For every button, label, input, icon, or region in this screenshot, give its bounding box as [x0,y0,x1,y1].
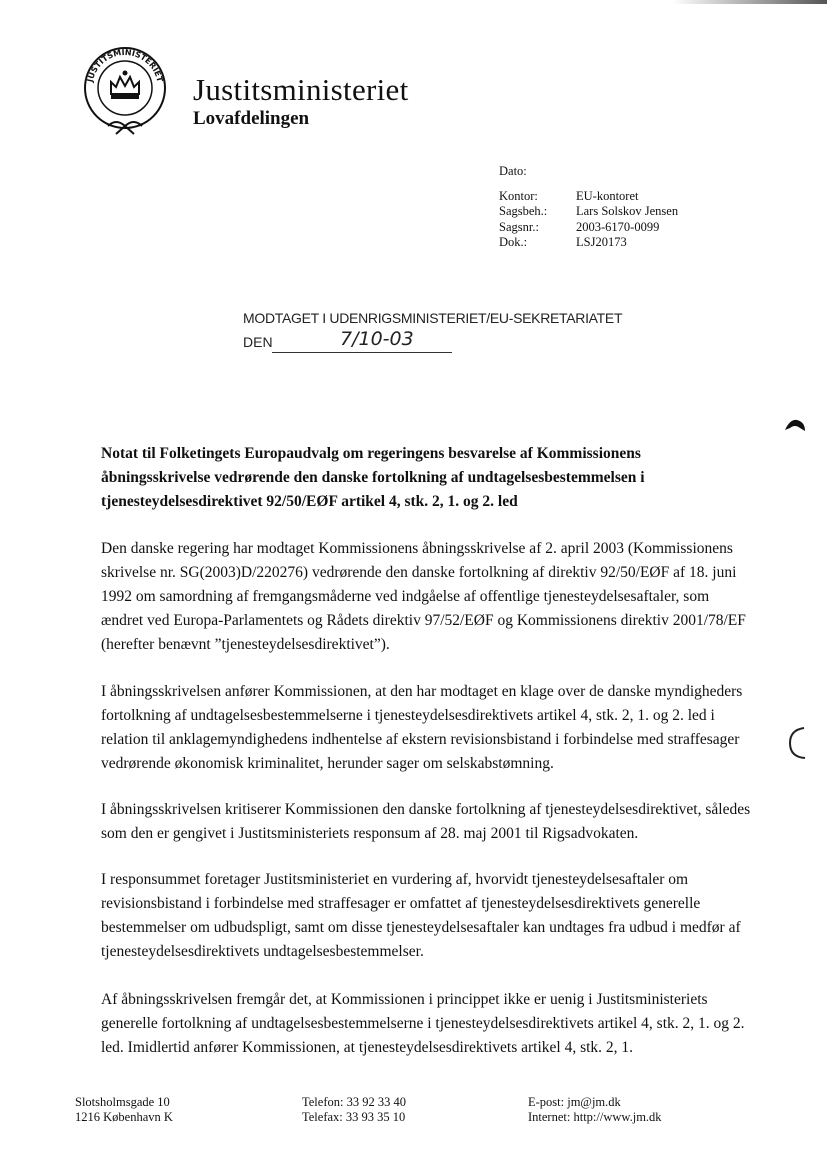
scan-artifact-blob [784,418,806,432]
meta-value: 2003-6170-0099 [576,219,660,234]
ministry-name: Justitsministeriet [193,72,409,107]
scan-artifact [672,0,827,4]
footer-address [75,1095,173,1125]
meta-row-sagsbeh [499,204,678,220]
footer-city: 1216 København K [75,1110,173,1124]
footer-phones [302,1095,406,1125]
meta-label: Sagsnr.: [499,219,539,234]
memo-heading: Notat til Folketingets Europaudvalg om regeringens besvarelse af Kommissionens åbningsskrivelse vedrørende den danske fortolkning af undtagelsesbestemmelsen i tjenesteydelsesdirektivet 92/50/EØF artikel 4, stk. 2, 1. og 2. led [101,445,645,510]
meta-value: LSJ20173 [576,235,627,249]
meta-value: EU-kontoret [576,188,639,203]
body-paragraph: I åbningsskrivelsen kritiserer Kommissionen den danske fortolkning af tjenesteydelsesdirektivet, således som den er gengivet i Justitsministeriets responsum af 28. maj 2001 til Rigsadvokaten. [101,801,751,842]
body-paragraph: Den danske regering har modtaget Kommissionens åbningsskrivelse af 2. april 2003 (Kommissionens skrivelse nr. SG(2003)D/220276) vedrørende den danske fortolkning af direktiv 92/50/EØF af 18. juni 1992 om samordning af fremgangsmåderne ved indgåelse af offentlige tjenesteydelsesaftaler, som ændret ved Europa-Parlamentets og Rådets direktiv 97/52/EØF og Kommissionens direktiv 2001/78/EF (herefter benævnt ”tjenesteydelsesdirektivet”). [101,540,746,653]
body-paragraph: I åbningsskrivelsen anfører Kommissionen, at den har modtaget en klage over de danske myndigheders fortolkning af undtagelsesbestemmelserne i tjenesteydelsesdirektivets artikel 4, stk. 2, 1. og 2. led i relation til anklagemyndighedens indhentelse af ekstern revisionsbistand i forbindelse med straffesager vedrørende økonomisk kriminalitet, herunder sager om selskabstømning. [101,683,743,772]
received-stamp: MODTAGET I UDENRIGSMINISTERIET/EU-SEKRETARIATET [243,310,623,326]
meta-label: Dok.: [499,235,528,249]
footer-fax: Telefax: 33 93 35 10 [302,1110,406,1124]
meta-row-dok [499,235,678,251]
footer-street: Slotsholmsgade 10 [75,1095,170,1109]
svg-text:JUSTITSMINISTERIET: JUSTITSMINISTERIET [85,47,165,83]
meta-label: Kontor: [499,188,538,203]
meta-row-sagsnr [499,220,678,236]
scan-artifact-mark [786,724,808,762]
meta-value: Lars Solskov Jensen [576,204,679,218]
meta-row-dato [499,164,678,180]
stamp-date-line [272,352,452,353]
handwritten-date: 7/10-03 [340,328,414,350]
footer-online [528,1095,662,1125]
body-paragraph: I responsummet foretager Justitsministeriet en vurdering af, hvorvidt tjenesteydelsesaftaler om revisionsbistand i forbindelse med straffesager er omfattet af tjenesteydelsesdirektivets generelle bestemmelser om udbudspligt, samt om disse tjenesteydelsesaftaler kan undtages fra udbud i medfør af tjenesteydelsesdirektivets undtagelsesbestemmelser. [101,871,741,960]
meta-row-kontor [499,189,678,205]
body-paragraph: Af åbningsskrivelsen fremgår det, at Kommissionen i princippet ikke er uenig i Justitsministeriets generelle fortolkning af undtagelsesbestemmelserne i tjenesteydelsesdirektivets artikel 4, stk. 2, 1. og 2. led. Imidlertid anfører Kommissionen, at tjenesteydelsesdirektivets artikel 4, stk. 2, 1. [101,991,745,1056]
department-name: Lovafdelingen [193,108,310,129]
footer-internet: Internet: http://www.jm.dk [528,1110,662,1124]
footer-phone: Telefon: 33 92 33 40 [302,1095,406,1109]
meta-label: Sagsbeh.: [499,204,548,218]
footer-email: E-post: jm@jm.dk [528,1095,621,1109]
ministry-seal-logo [78,42,172,142]
meta-label: Dato: [499,164,527,178]
stamp-date-label: DEN [243,334,273,350]
document-metadata [499,164,678,251]
